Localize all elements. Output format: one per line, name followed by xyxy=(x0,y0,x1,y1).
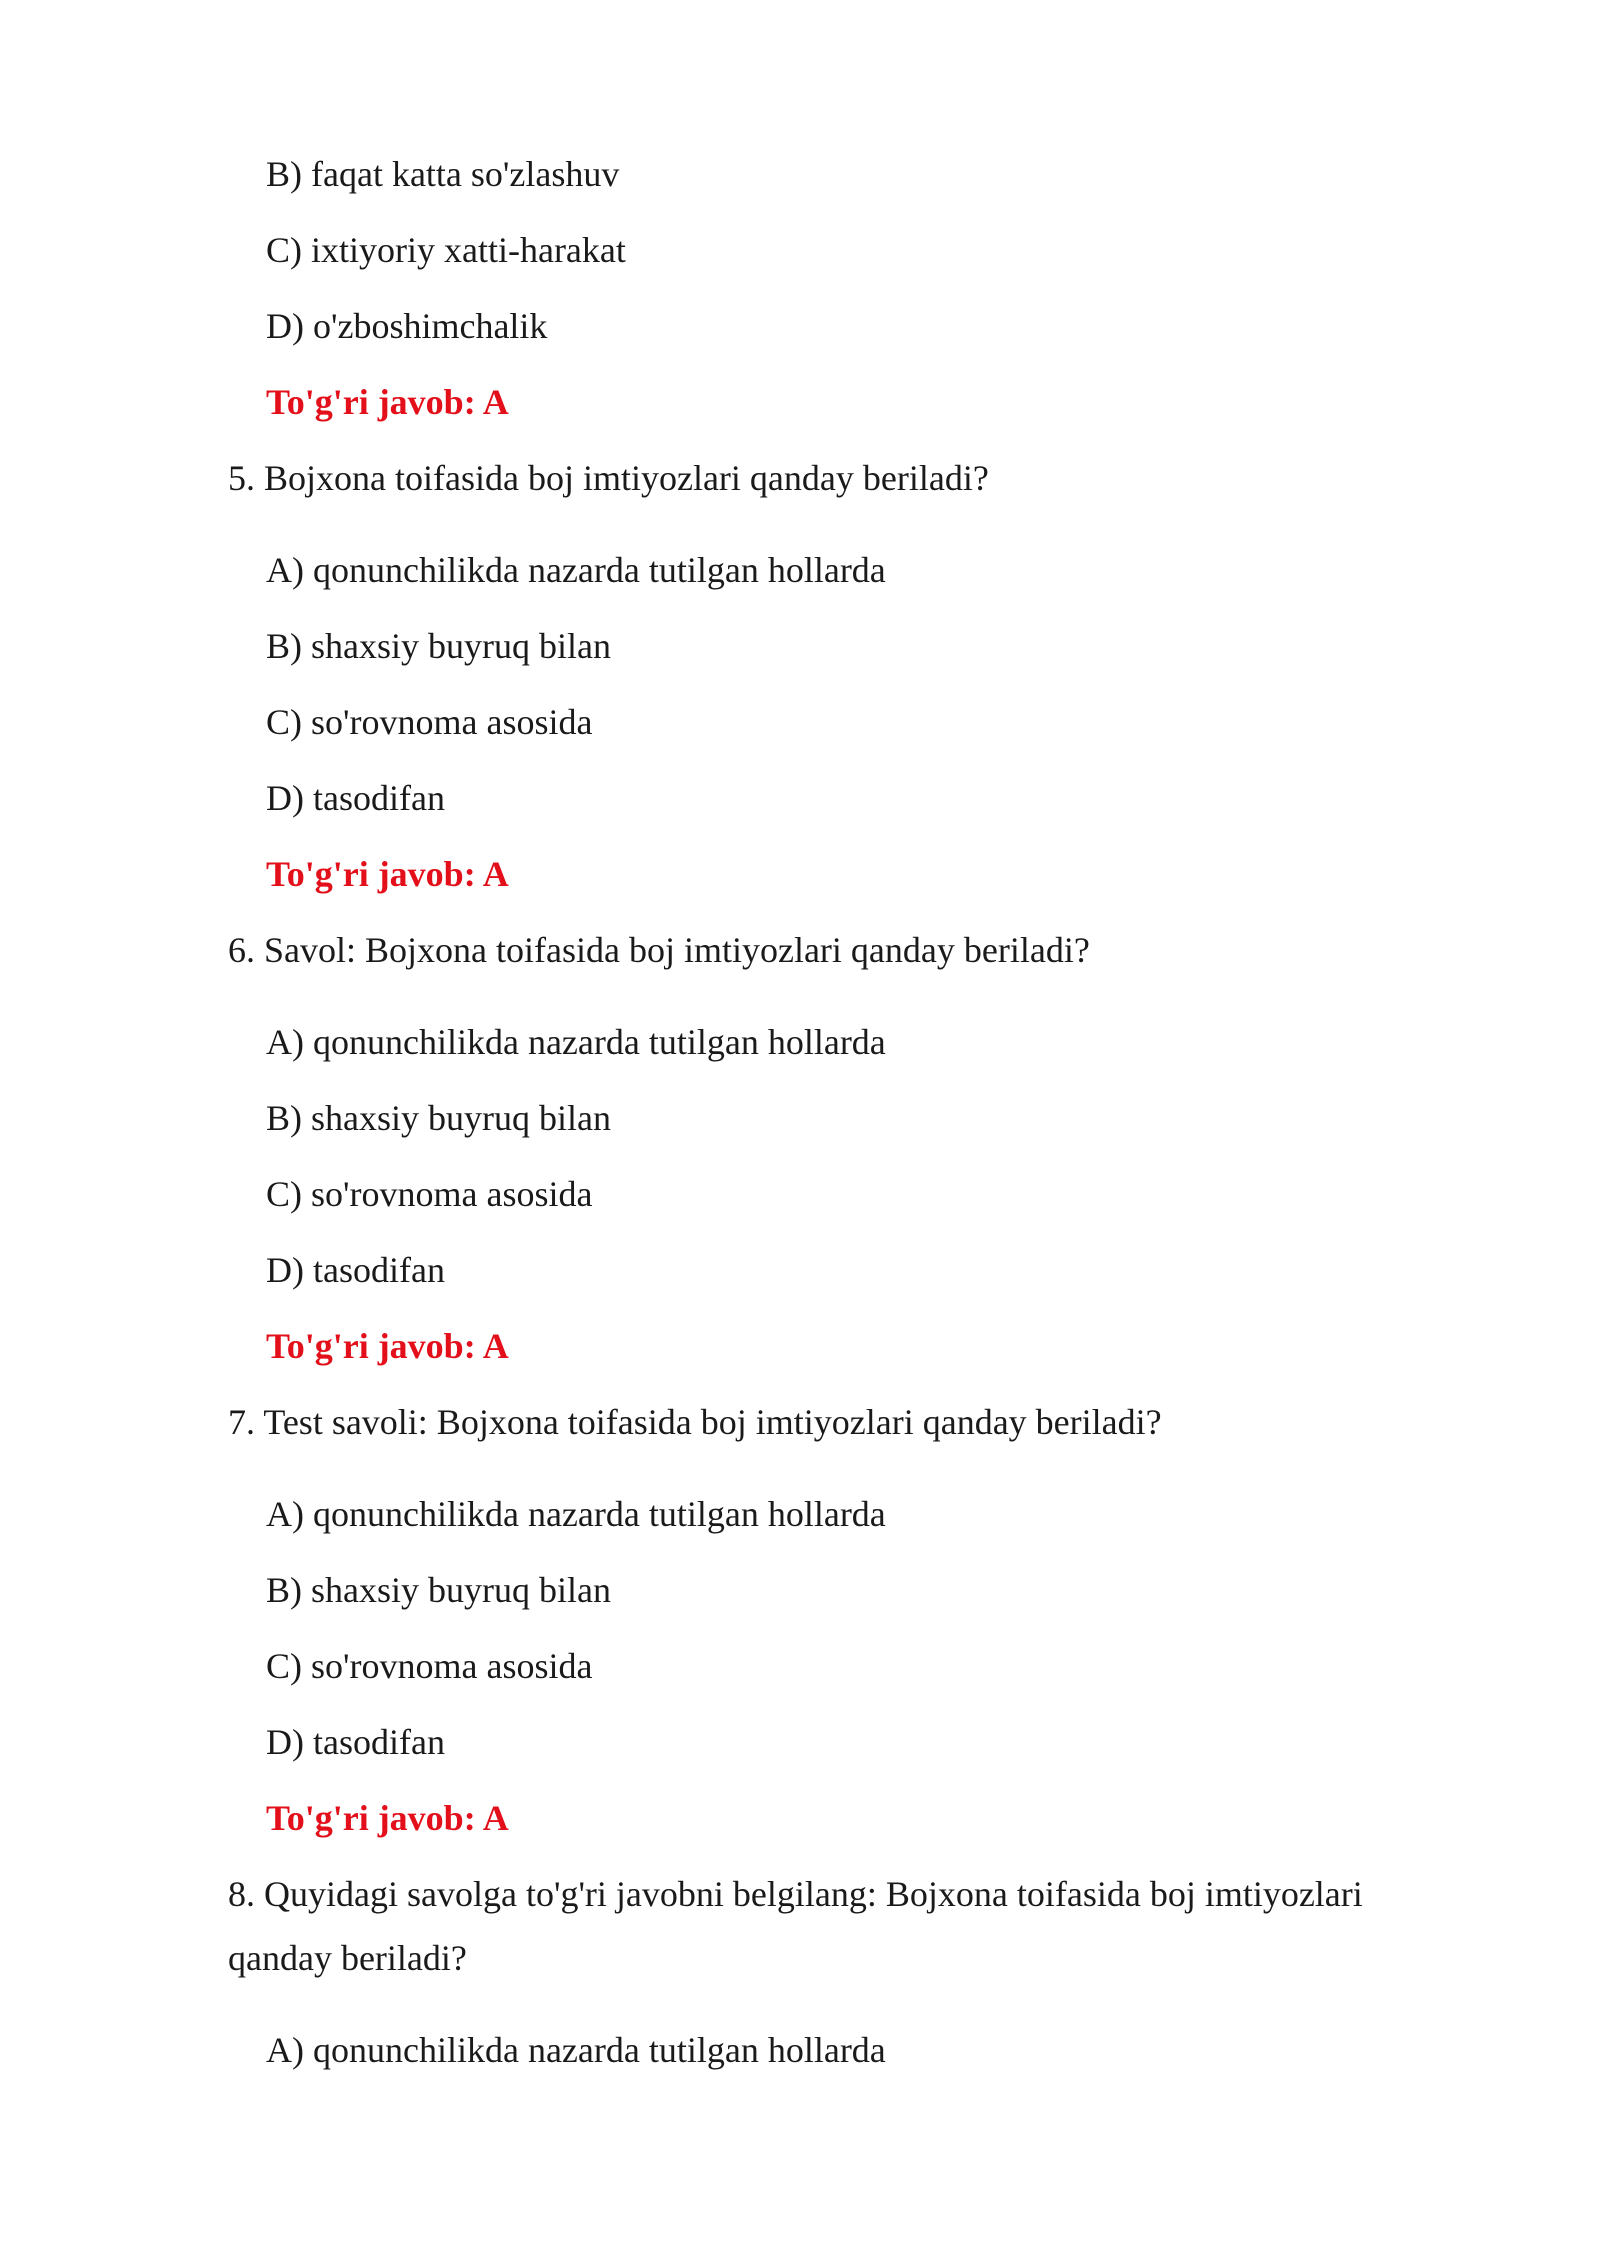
q7-option-a: A) qonunchilikda nazarda tutilgan hollarda xyxy=(266,1494,886,1534)
q5-answer: To'g'ri javob: A xyxy=(266,854,509,894)
q5-option-a: A) qonunchilikda nazarda tutilgan hollarda xyxy=(266,550,886,590)
q7-option-b: B) shaxsiy buyruq bilan xyxy=(266,1570,611,1610)
q5-question: 5. Bojxona toifasida boj imtiyozlari qanday beriladi? xyxy=(228,458,989,498)
q4-answer: To'g'ri javob: A xyxy=(266,382,509,422)
q6-option-b: B) shaxsiy buyruq bilan xyxy=(266,1098,611,1138)
q8-question-line1: 8. Quyidagi savolga to'g'ri javobni belgilang: Bojxona toifasida boj imtiyozlari xyxy=(228,1874,1363,1914)
q6-option-c: C) so'rovnoma asosida xyxy=(266,1174,593,1214)
q5-option-b: B) shaxsiy buyruq bilan xyxy=(266,626,611,666)
q7-question: 7. Test savoli: Bojxona toifasida boj imtiyozlari qanday beriladi? xyxy=(228,1402,1162,1442)
q7-answer: To'g'ri javob: A xyxy=(266,1798,509,1838)
q4-option-b: B) faqat katta so'zlashuv xyxy=(266,154,620,194)
q6-answer: To'g'ri javob: A xyxy=(266,1326,509,1366)
q8-question-line2: qanday beriladi? xyxy=(228,1938,467,1978)
q6-option-d: D) tasodifan xyxy=(266,1250,445,1290)
q7-option-c: C) so'rovnoma asosida xyxy=(266,1646,593,1686)
q8-option-a: A) qonunchilikda nazarda tutilgan hollarda xyxy=(266,2030,886,2070)
q4-option-d: D) o'zboshimchalik xyxy=(266,306,548,346)
q6-question: 6. Savol: Bojxona toifasida boj imtiyozlari qanday beriladi? xyxy=(228,930,1090,970)
q5-option-c: C) so'rovnoma asosida xyxy=(266,702,593,742)
q6-option-a: A) qonunchilikda nazarda tutilgan hollarda xyxy=(266,1022,886,1062)
q7-option-d: D) tasodifan xyxy=(266,1722,445,1762)
q4-option-c: C) ixtiyoriy xatti-harakat xyxy=(266,230,626,270)
q5-option-d: D) tasodifan xyxy=(266,778,445,818)
